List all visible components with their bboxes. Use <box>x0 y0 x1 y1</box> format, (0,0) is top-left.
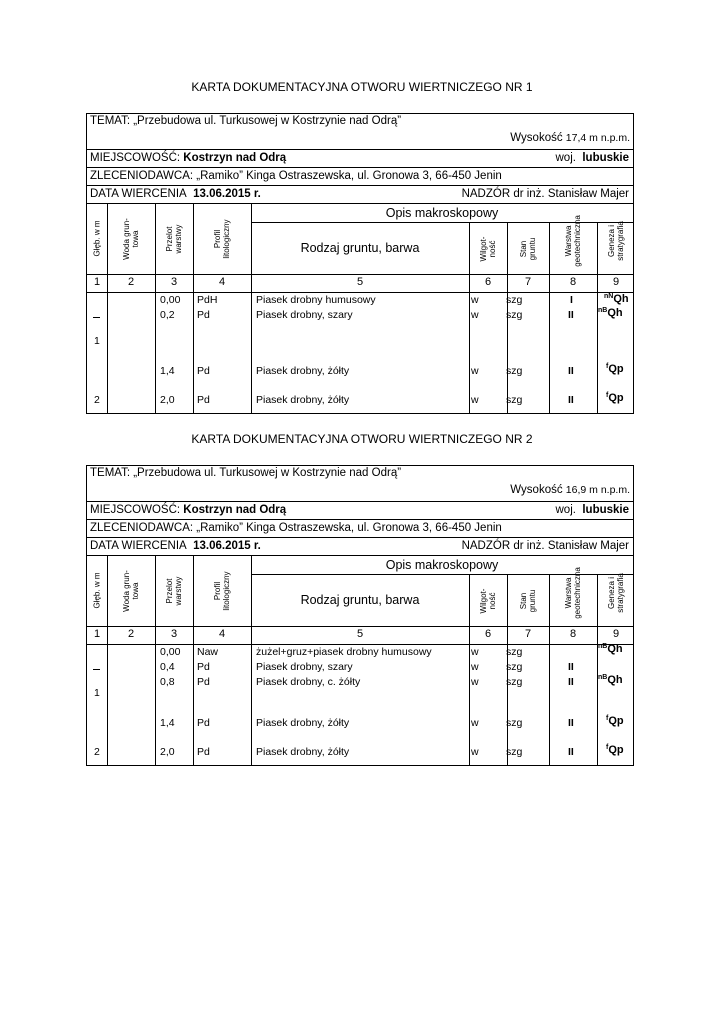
header-opis: Opis makroskopowy <box>251 204 633 223</box>
miejscowosc-value: Kostrzyn nad Odrą <box>183 504 287 516</box>
header-geneza: Geneza i stratygrafia <box>607 573 625 613</box>
row-warstwa: II <box>568 365 574 377</box>
row-warstwa: II <box>568 717 574 729</box>
header-wilg: Wilgot- ność <box>479 236 497 262</box>
row-desc: Piasek drobny, c. żółty <box>256 676 361 688</box>
header-warstwa: Warstwa geotechniczna <box>564 567 582 619</box>
row-stan: szg <box>506 365 523 377</box>
row-strat: $^{nB}$Qh <box>598 643 623 655</box>
colnum: 2 <box>127 628 135 640</box>
row-stan: szg <box>506 394 523 406</box>
row-depth: 1,4 <box>160 365 175 377</box>
row-desc: Piasek drobny, szary <box>256 661 353 673</box>
log-body <box>87 293 633 413</box>
colnum: 1 <box>93 276 101 288</box>
colnum: 6 <box>484 628 492 640</box>
row-strat: $^{nB}$Qh <box>598 674 623 686</box>
row-strat: $^f$Qp <box>606 363 624 375</box>
depth-mark: 2 <box>94 394 100 406</box>
depth-mark: 1 <box>94 335 100 347</box>
colnum: 9 <box>612 276 620 288</box>
colnum: 3 <box>170 628 178 640</box>
row-stan: szg <box>506 717 523 729</box>
header-wilg: Wilgot- ność <box>479 588 497 614</box>
depth-tick <box>93 317 100 318</box>
row-strat: $^{nB}$Qh <box>598 307 623 319</box>
row-stan: szg <box>506 309 523 321</box>
colnum: 5 <box>356 276 364 288</box>
row-depth: 0,00 <box>160 646 181 658</box>
colnum: 6 <box>484 276 492 288</box>
colnum: 2 <box>127 276 135 288</box>
row-desc: Piasek drobny, żółty <box>256 746 350 758</box>
row-depth: 1,4 <box>160 717 175 729</box>
zleceniodawca-row: ZLECENIODAWCA: „Ramiko” Kinga Ostraszewska, ul. Gronowa 3, 66-450 Jenin <box>87 520 633 538</box>
colnum: 4 <box>218 276 226 288</box>
row-desc: żużel+gruz+piasek drobny humusowy <box>256 646 432 658</box>
depth-mark: 2 <box>94 746 100 758</box>
row-wilg: w <box>471 717 479 729</box>
colnum: 3 <box>170 276 178 288</box>
row-desc: Piasek drobny, szary <box>256 309 353 321</box>
data-value: 13.06.2015 r. <box>193 540 261 552</box>
header-gleb: Głęb. w m <box>92 220 102 257</box>
row-strat: $^{nN}$Qh <box>604 293 629 305</box>
header-przelot: Przelot warstwy <box>165 576 183 606</box>
miejscowosc-value: Kostrzyn nad Odrą <box>183 152 287 164</box>
row-stan: szg <box>506 746 523 758</box>
log-body <box>87 645 633 765</box>
header-stan: Stan gruntu <box>519 237 537 261</box>
header-profil: Profil litologiczny <box>213 571 231 611</box>
row-warstwa: II <box>568 309 574 321</box>
header-stan: Stan gruntu <box>519 589 537 613</box>
miejscowosc-row: MIEJSCOWOŚĆ: Kostrzyn nad Odrą woj. lubuskie <box>87 150 633 168</box>
temat-text: TEMAT: „Przebudowa ul. Turkusowej w Kostrzynie nad Odrą” <box>90 467 402 479</box>
card2-title: KARTA DOKUMENTACYJNA OTWORU WIERTNICZEGO NR 2 <box>191 432 533 446</box>
row-depth: 0,8 <box>160 676 175 688</box>
row-profil: Pd <box>197 717 210 729</box>
data-row: DATA WIERCENIA 13.06.2015 r. NADZÓR dr inż. Stanisław Majer <box>87 538 633 556</box>
row-stan: szg <box>506 646 523 658</box>
colnum: 7 <box>524 276 532 288</box>
header-warstwa: Warstwa geotechniczna <box>564 215 582 267</box>
header-profil: Profil litologiczny <box>213 219 231 259</box>
row-stan: szg <box>506 294 523 306</box>
card1 <box>86 113 634 414</box>
card1-title: KARTA DOKUMENTACYJNA OTWORU WIERTNICZEGO NR 1 <box>191 80 533 94</box>
row-wilg: w <box>471 746 479 758</box>
row-stan: szg <box>506 676 523 688</box>
nadzor: NADZÓR dr inż. Stanisław Majer <box>461 540 629 552</box>
wojewodztwo: woj. lubuskie <box>555 504 629 516</box>
colnum: 4 <box>218 628 226 640</box>
header-opis: Opis makroskopowy <box>251 556 633 575</box>
temat-row <box>87 114 633 150</box>
row-depth: 2,0 <box>160 746 175 758</box>
column-headers <box>87 556 633 627</box>
row-wilg: w <box>471 661 479 673</box>
row-depth: 0,2 <box>160 309 175 321</box>
row-wilg: w <box>471 646 479 658</box>
row-wilg: w <box>471 365 479 377</box>
header-woda: Woda grun- towa <box>122 570 140 612</box>
column-numbers <box>87 627 633 645</box>
row-depth: 2,0 <box>160 394 175 406</box>
row-depth: 0,00 <box>160 294 181 306</box>
row-warstwa: II <box>568 676 574 688</box>
row-wilg: w <box>471 676 479 688</box>
colnum: 1 <box>93 628 101 640</box>
row-desc: Piasek drobny, żółty <box>256 365 350 377</box>
colnum: 8 <box>569 628 577 640</box>
row-profil: Pd <box>197 661 210 673</box>
depth-tick <box>93 669 100 670</box>
row-desc: Piasek drobny, żółty <box>256 717 350 729</box>
header-woda: Woda grun- towa <box>122 218 140 260</box>
wysokosc: Wysokość 17,4 m n.p.m. <box>510 132 630 144</box>
depth-mark: 1 <box>94 687 100 699</box>
zleceniodawca-row: ZLECENIODAWCA: „Ramiko” Kinga Ostraszewska, ul. Gronowa 3, 66-450 Jenin <box>87 168 633 186</box>
row-profil: Pd <box>197 394 210 406</box>
row-profil: PdH <box>197 294 218 306</box>
column-headers <box>87 204 633 275</box>
data-value: 13.06.2015 r. <box>193 188 261 200</box>
column-numbers <box>87 275 633 293</box>
colnum: 8 <box>569 276 577 288</box>
row-wilg: w <box>471 294 479 306</box>
row-profil: Pd <box>197 676 210 688</box>
row-profil: Naw <box>197 646 219 658</box>
data-row: DATA WIERCENIA 13.06.2015 r. NADZÓR dr inż. Stanisław Majer <box>87 186 633 204</box>
wojewodztwo: woj. lubuskie <box>555 152 629 164</box>
header-przelot: Przelot warstwy <box>165 224 183 254</box>
row-depth: 0,4 <box>160 661 175 673</box>
wysokosc: Wysokość 16,9 m n.p.m. <box>510 484 630 496</box>
header-geneza: Geneza i stratygrafia <box>607 221 625 261</box>
row-warstwa: I <box>570 294 573 306</box>
miejscowosc-row: MIEJSCOWOŚĆ: Kostrzyn nad Odrą woj. lubuskie <box>87 502 633 520</box>
row-wilg: w <box>471 394 479 406</box>
row-desc: Piasek drobny, żółty <box>256 394 350 406</box>
row-profil: Pd <box>197 365 210 377</box>
nadzor: NADZÓR dr inż. Stanisław Majer <box>461 188 629 200</box>
row-desc: Piasek drobny humusowy <box>256 294 376 306</box>
colnum: 9 <box>612 628 620 640</box>
row-strat: $^f$Qp <box>606 715 624 727</box>
row-strat: $^f$Qp <box>606 744 624 756</box>
row-profil: Pd <box>197 746 210 758</box>
temat-text: TEMAT: „Przebudowa ul. Turkusowej w Kostrzynie nad Odrą” <box>90 115 402 127</box>
colnum: 7 <box>524 628 532 640</box>
row-stan: szg <box>506 661 523 673</box>
temat-row <box>87 466 633 502</box>
row-warstwa: II <box>568 746 574 758</box>
row-wilg: w <box>471 309 479 321</box>
row-warstwa: II <box>568 394 574 406</box>
colnum: 5 <box>356 628 364 640</box>
row-strat: $^f$Qp <box>606 392 624 404</box>
header-rodzaj: Rodzaj gruntu, barwa <box>300 593 420 607</box>
card2 <box>86 465 634 766</box>
row-warstwa: II <box>568 661 574 673</box>
header-gleb: Głęb. w m <box>92 572 102 609</box>
row-profil: Pd <box>197 309 210 321</box>
header-rodzaj: Rodzaj gruntu, barwa <box>300 241 420 255</box>
